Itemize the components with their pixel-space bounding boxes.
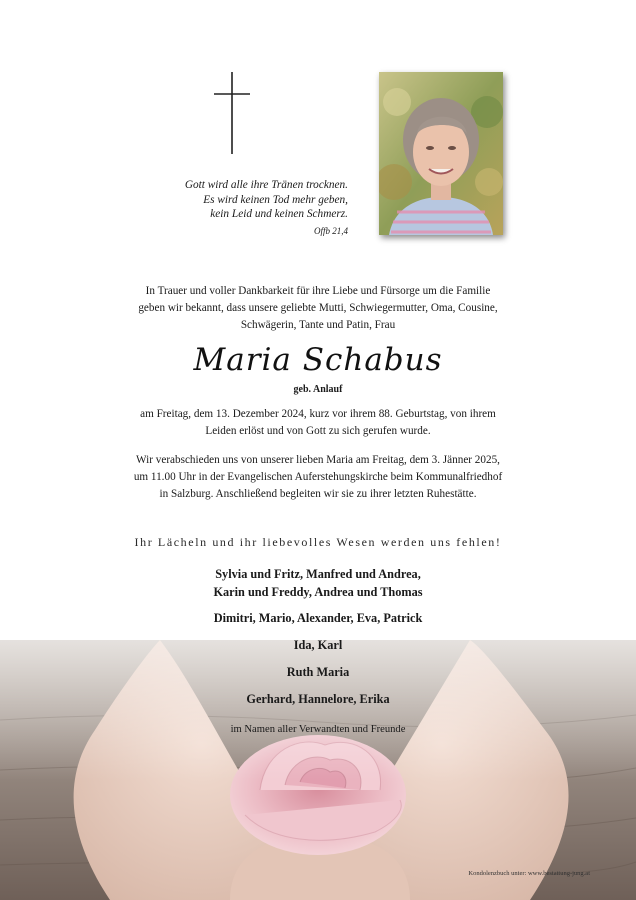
intro-line: Schwägerin, Tante und Patin, Frau xyxy=(240,319,396,331)
funeral-notice-line: um 11.00 Uhr in der Evangelischen Auferstehungskirche beim Kommunalfriedhof xyxy=(133,471,503,483)
bible-quote xyxy=(118,178,348,238)
mourners-group-5 xyxy=(60,690,576,708)
death-notice-line: am Freitag, dem 13. Dezember 2024, kurz vor ihrem 88. Geburtstag, von ihrem xyxy=(140,408,496,420)
portrait-photo xyxy=(379,72,503,235)
quote-source: Offb 21,4 xyxy=(313,225,348,236)
intro-line: In Trauer und voller Dankbarkeit für ihre Liebe und Fürsorge um die Familie xyxy=(145,285,491,297)
mourners-group-grandchildren xyxy=(60,609,576,627)
closing-line: im Namen aller Verwandten und Freunde xyxy=(230,724,406,735)
death-notice-line: Leiden erlöst und von Gott zu sich gerufen wurde. xyxy=(205,425,431,437)
mourners-line: Sylvia und Fritz, Manfred und Andrea, xyxy=(215,567,421,581)
cross-icon xyxy=(212,72,252,154)
mourners-line: Dimitri, Mario, Alexander, Eva, Patrick xyxy=(213,611,423,625)
funeral-notice-line: in Salzburg. Anschließend begleiten wir sie zu ihrer letzten Ruhestätte. xyxy=(159,488,477,500)
mourners-line: Ruth Maria xyxy=(286,665,350,679)
funeral-notice-line: Wir verabschieden uns von unserer lieben Maria am Freitag, dem 3. Jänner 2025, xyxy=(136,454,500,466)
motto-line: Ihr Lächeln und ihr liebevolles Wesen werden uns fehlen! xyxy=(134,535,502,549)
mourners-group-4 xyxy=(60,663,576,681)
quote-line: kein Leid und keinen Schmerz. xyxy=(210,208,348,220)
intro-paragraph xyxy=(60,283,576,334)
funeral-notice-paragraph xyxy=(60,452,576,503)
condolence-book-link[interactable]: Kondolenzbuch unter: www.bestattung-jung.at xyxy=(468,870,590,877)
intro-line: geben wir bekannt, dass unsere geliebte Mutti, Schwiegermutter, Oma, Cousine, xyxy=(138,302,498,314)
quote-line: Gott wird alle ihre Tränen trocknen. xyxy=(184,179,348,191)
mourners-line: Karin und Freddy, Andrea und Thomas xyxy=(213,585,423,599)
mourners-line: Ida, Karl xyxy=(293,638,343,652)
death-notice-paragraph xyxy=(60,406,576,440)
maiden-name: geb. Anlauf xyxy=(293,384,343,395)
mourners-group-3 xyxy=(60,636,576,654)
quote-line: Es wird keinen Tod mehr geben, xyxy=(203,193,348,206)
deceased-name: Maria Schabus xyxy=(193,342,443,378)
mourners-group-children xyxy=(60,565,576,601)
mourners-line: Gerhard, Hannelore, Erika xyxy=(246,692,390,706)
